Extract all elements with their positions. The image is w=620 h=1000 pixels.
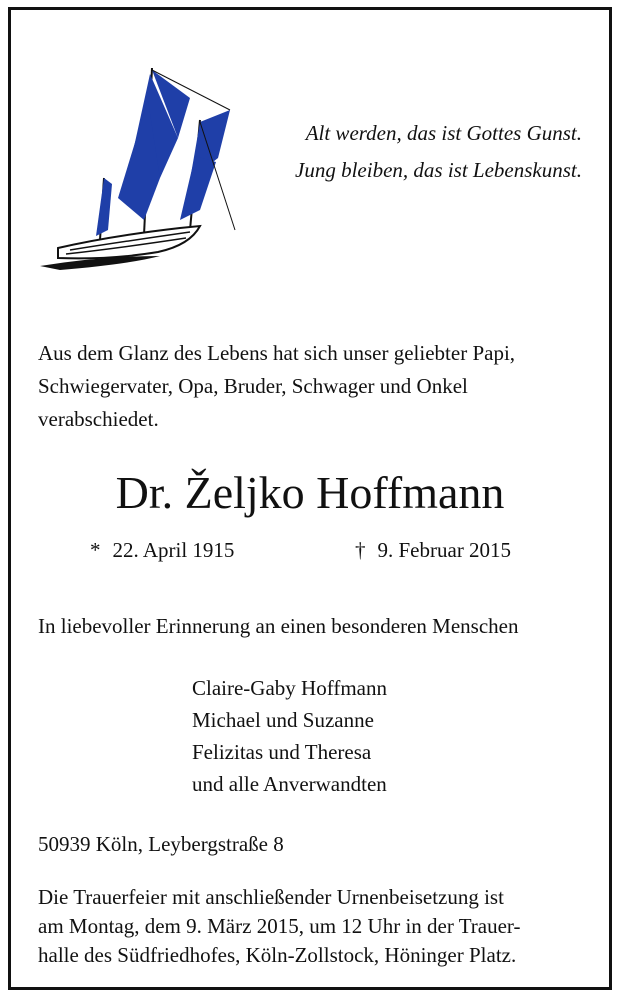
- death-symbol: †: [355, 538, 366, 562]
- ceremony-line: halle des Südfriedhofes, Köln-Zollstock, Höninger Platz.: [38, 943, 517, 967]
- mourner-name: und alle Anverwandten: [192, 772, 387, 796]
- ceremony-line: Die Trauerfeier mit anschließender Urnenbeisetzung ist: [38, 885, 504, 909]
- birth-symbol: *: [90, 538, 101, 562]
- memory-line: In liebevoller Erinnerung an einen besonderen Menschen: [38, 614, 519, 638]
- address: 50939 Köln, Leybergstraße 8: [38, 832, 284, 856]
- death-info: [355, 536, 511, 564]
- mourners-list: [192, 672, 387, 800]
- motto-line: Jung bleiben, das ist Lebenskunst.: [295, 158, 582, 182]
- motto-line: Alt werden, das ist Gottes Gunst.: [305, 121, 582, 145]
- motto: [295, 115, 582, 189]
- birth-date: 22. April 1915: [112, 538, 235, 562]
- mourner-name: Felizitas und Theresa: [192, 740, 372, 764]
- intro-text: [38, 337, 598, 436]
- mourner-name: Claire-Gaby Hoffmann: [192, 676, 387, 700]
- birth-info: [90, 536, 234, 564]
- death-date: 9. Februar 2015: [377, 538, 512, 562]
- sailing-ship-icon: [40, 60, 240, 275]
- ceremony-info: [38, 883, 521, 970]
- ceremony-line: am Montag, dem 9. März 2015, um 12 Uhr in der Trauer-: [38, 914, 521, 938]
- deceased-name: Dr. Željko Hoffmann: [115, 467, 505, 518]
- mourner-name: Michael und Suzanne: [192, 708, 374, 732]
- intro-line: Aus dem Glanz des Lebens hat sich unser geliebter Papi,: [38, 341, 516, 365]
- intro-line: verabschiedet.: [38, 407, 159, 431]
- intro-line: Schwiegervater, Opa, Bruder, Schwager und Onkel: [38, 374, 468, 398]
